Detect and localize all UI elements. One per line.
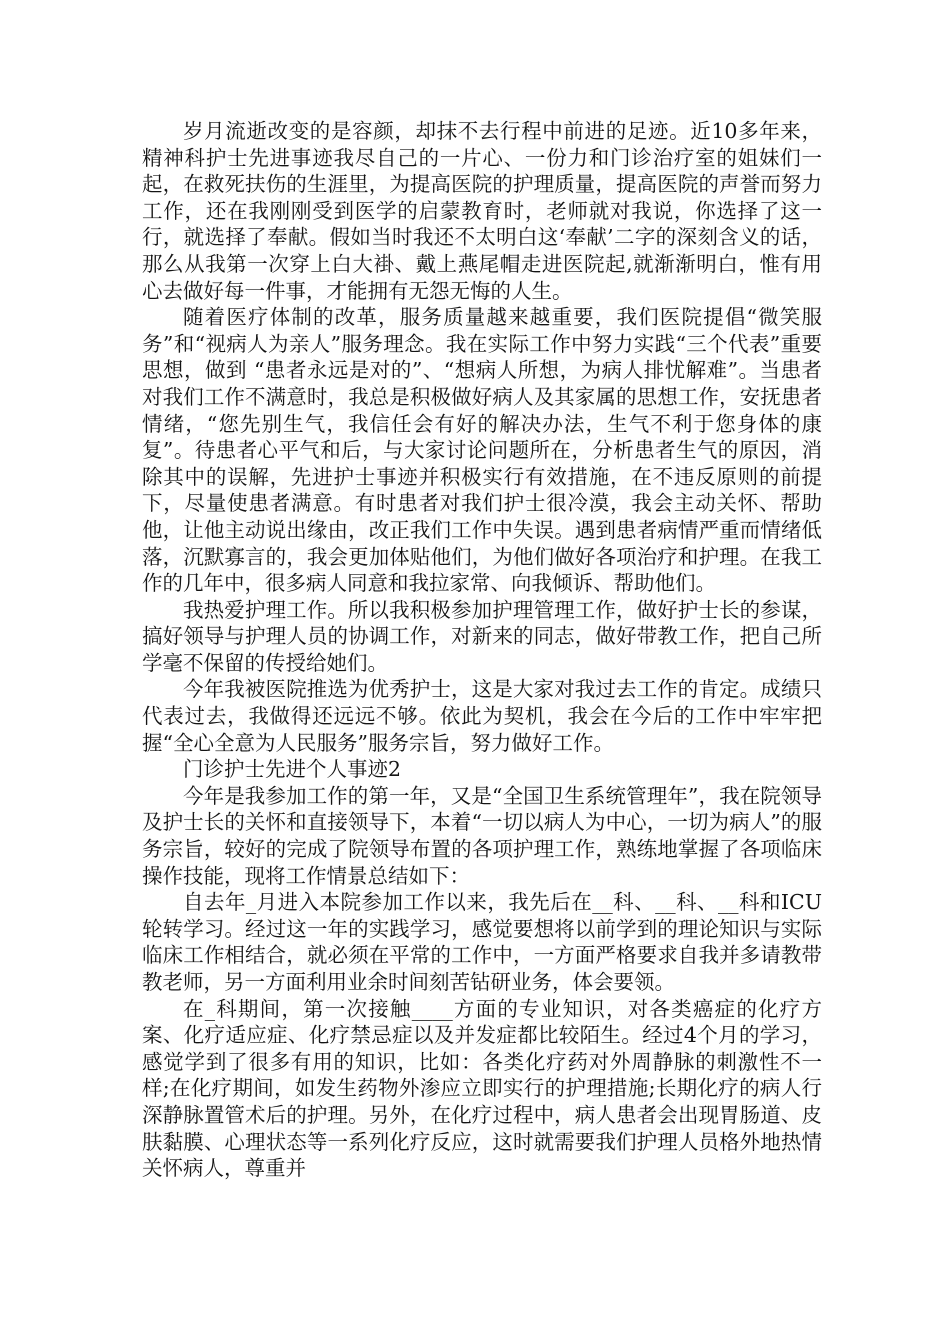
paragraph-2: 随着医疗体制的改革，服务质量越来越重要，我们医院提倡“微笑服务”和“视病人为亲人”服务理念。我在实际工作中努力实践“三个代表”重要思想，做到 “患者永远是对的”、“想病人所想，为病人排忧解难”。当患者对我们工作不满意时，我总是积极做好病人及其家属的思想工作，安抚患者情绪，“您先别生气，我信任会有好的解决办法，生气不利于您身体的康复”。待患者心平气和后，与大家讨论问题所在，分析患者生气的原因，消除其中的误解，先进护士事迹并积极实行有效措施，在不违反原则的前提下，尽量使患者满意。有时患者对我们护士很冷漠，我会主动关怀、帮助他，让他主动说出缘由，改正我们工作中失误。遇到患者病情严重而情绪低落，沉默寡言的，我会更加体贴他们，为他们做好各项治疗和护理。在我工作的几年中，很多病人同意和我拉家常、向我倾诉、帮助他们。	[142, 305, 822, 596]
paragraph-7: 在_科期间，第一次接触____方面的专业知识，对各类癌症的化疗方案、化疗适应症、化疗禁忌症以及并发症都比较陌生。经过4个月的学习，感觉学到了很多有用的知识，比如：各类化疗药对外周静脉的刺激性不一样;在化疗期间，如发生药物外渗应立即实行的护理措施;长期化疗的病人行深静脉置管术后的护理。另外，在化疗过程中，病人患者会出现胃肠道、皮肤黏膜、心理状态等一系列化疗反应，这时就需要我们护理人员格外地热情关怀病人，尊重并	[142, 996, 822, 1181]
paragraph-5: 今年是我参加工作的第一年，又是“全国卫生系统管理年”，我在院领导及护士长的关怀和直接领导下，本着“一切以病人为中心，一切为病人”的服务宗旨，较好的完成了院领导布置的各项护理工作，熟练地掌握了各项临床操作技能，现将工作情景总结如下：	[142, 783, 822, 888]
paragraph-6: 自去年_月进入本院参加工作以来，我先后在__科、__科、__科和ICU轮转学习。经过这一年的实践学习，感觉要想将以前学到的理论知识与实际临床工作相结合，就必须在平常的工作中，一方面严格要求自我并多请教带教老师，另一方面利用业余时间刻苦钻研业务，体会要领。	[142, 890, 822, 994]
section-heading: 门诊护士先进个人事迹2	[183, 757, 402, 782]
document-page	[142, 118, 822, 1182]
paragraph-3: 我热爱护理工作。所以我积极参加护理管理工作，做好护士长的参谋，搞好领导与护理人员的协调工作，对新来的同志，做好带教工作，把自己所学毫不保留的传授给她们。	[142, 597, 822, 675]
paragraph-4: 今年我被医院推选为优秀护士，这是大家对我过去工作的肯定。成绩只代表过去，我做得还远远不够。依此为契机，我会在今后的工作中牢牢把握“全心全意为人民服务”服务宗旨，努力做好工作。	[142, 677, 822, 755]
paragraph-1: 岁月流逝改变的是容颜，却抹不去行程中前进的足迹。近10多年来，精神科护士先进事迹我尽自己的一片心、一份力和门诊治疗室的姐妹们一起，在救死扶伤的生涯里，为提高医院的护理质量，提高医院的声誉而努力工作，还在我刚刚受到医学的启蒙教育时，老师就对我说，你选择了这一行，就选择了奉献。假如当时我还不太明白这‘奉献’二字的深刻含义的话，那么从我第一次穿上白大褂、戴上燕尾帽走进医院起,就渐渐明白，惟有用心去做好每一件事，才能拥有无怨无悔的人生。	[142, 119, 822, 303]
